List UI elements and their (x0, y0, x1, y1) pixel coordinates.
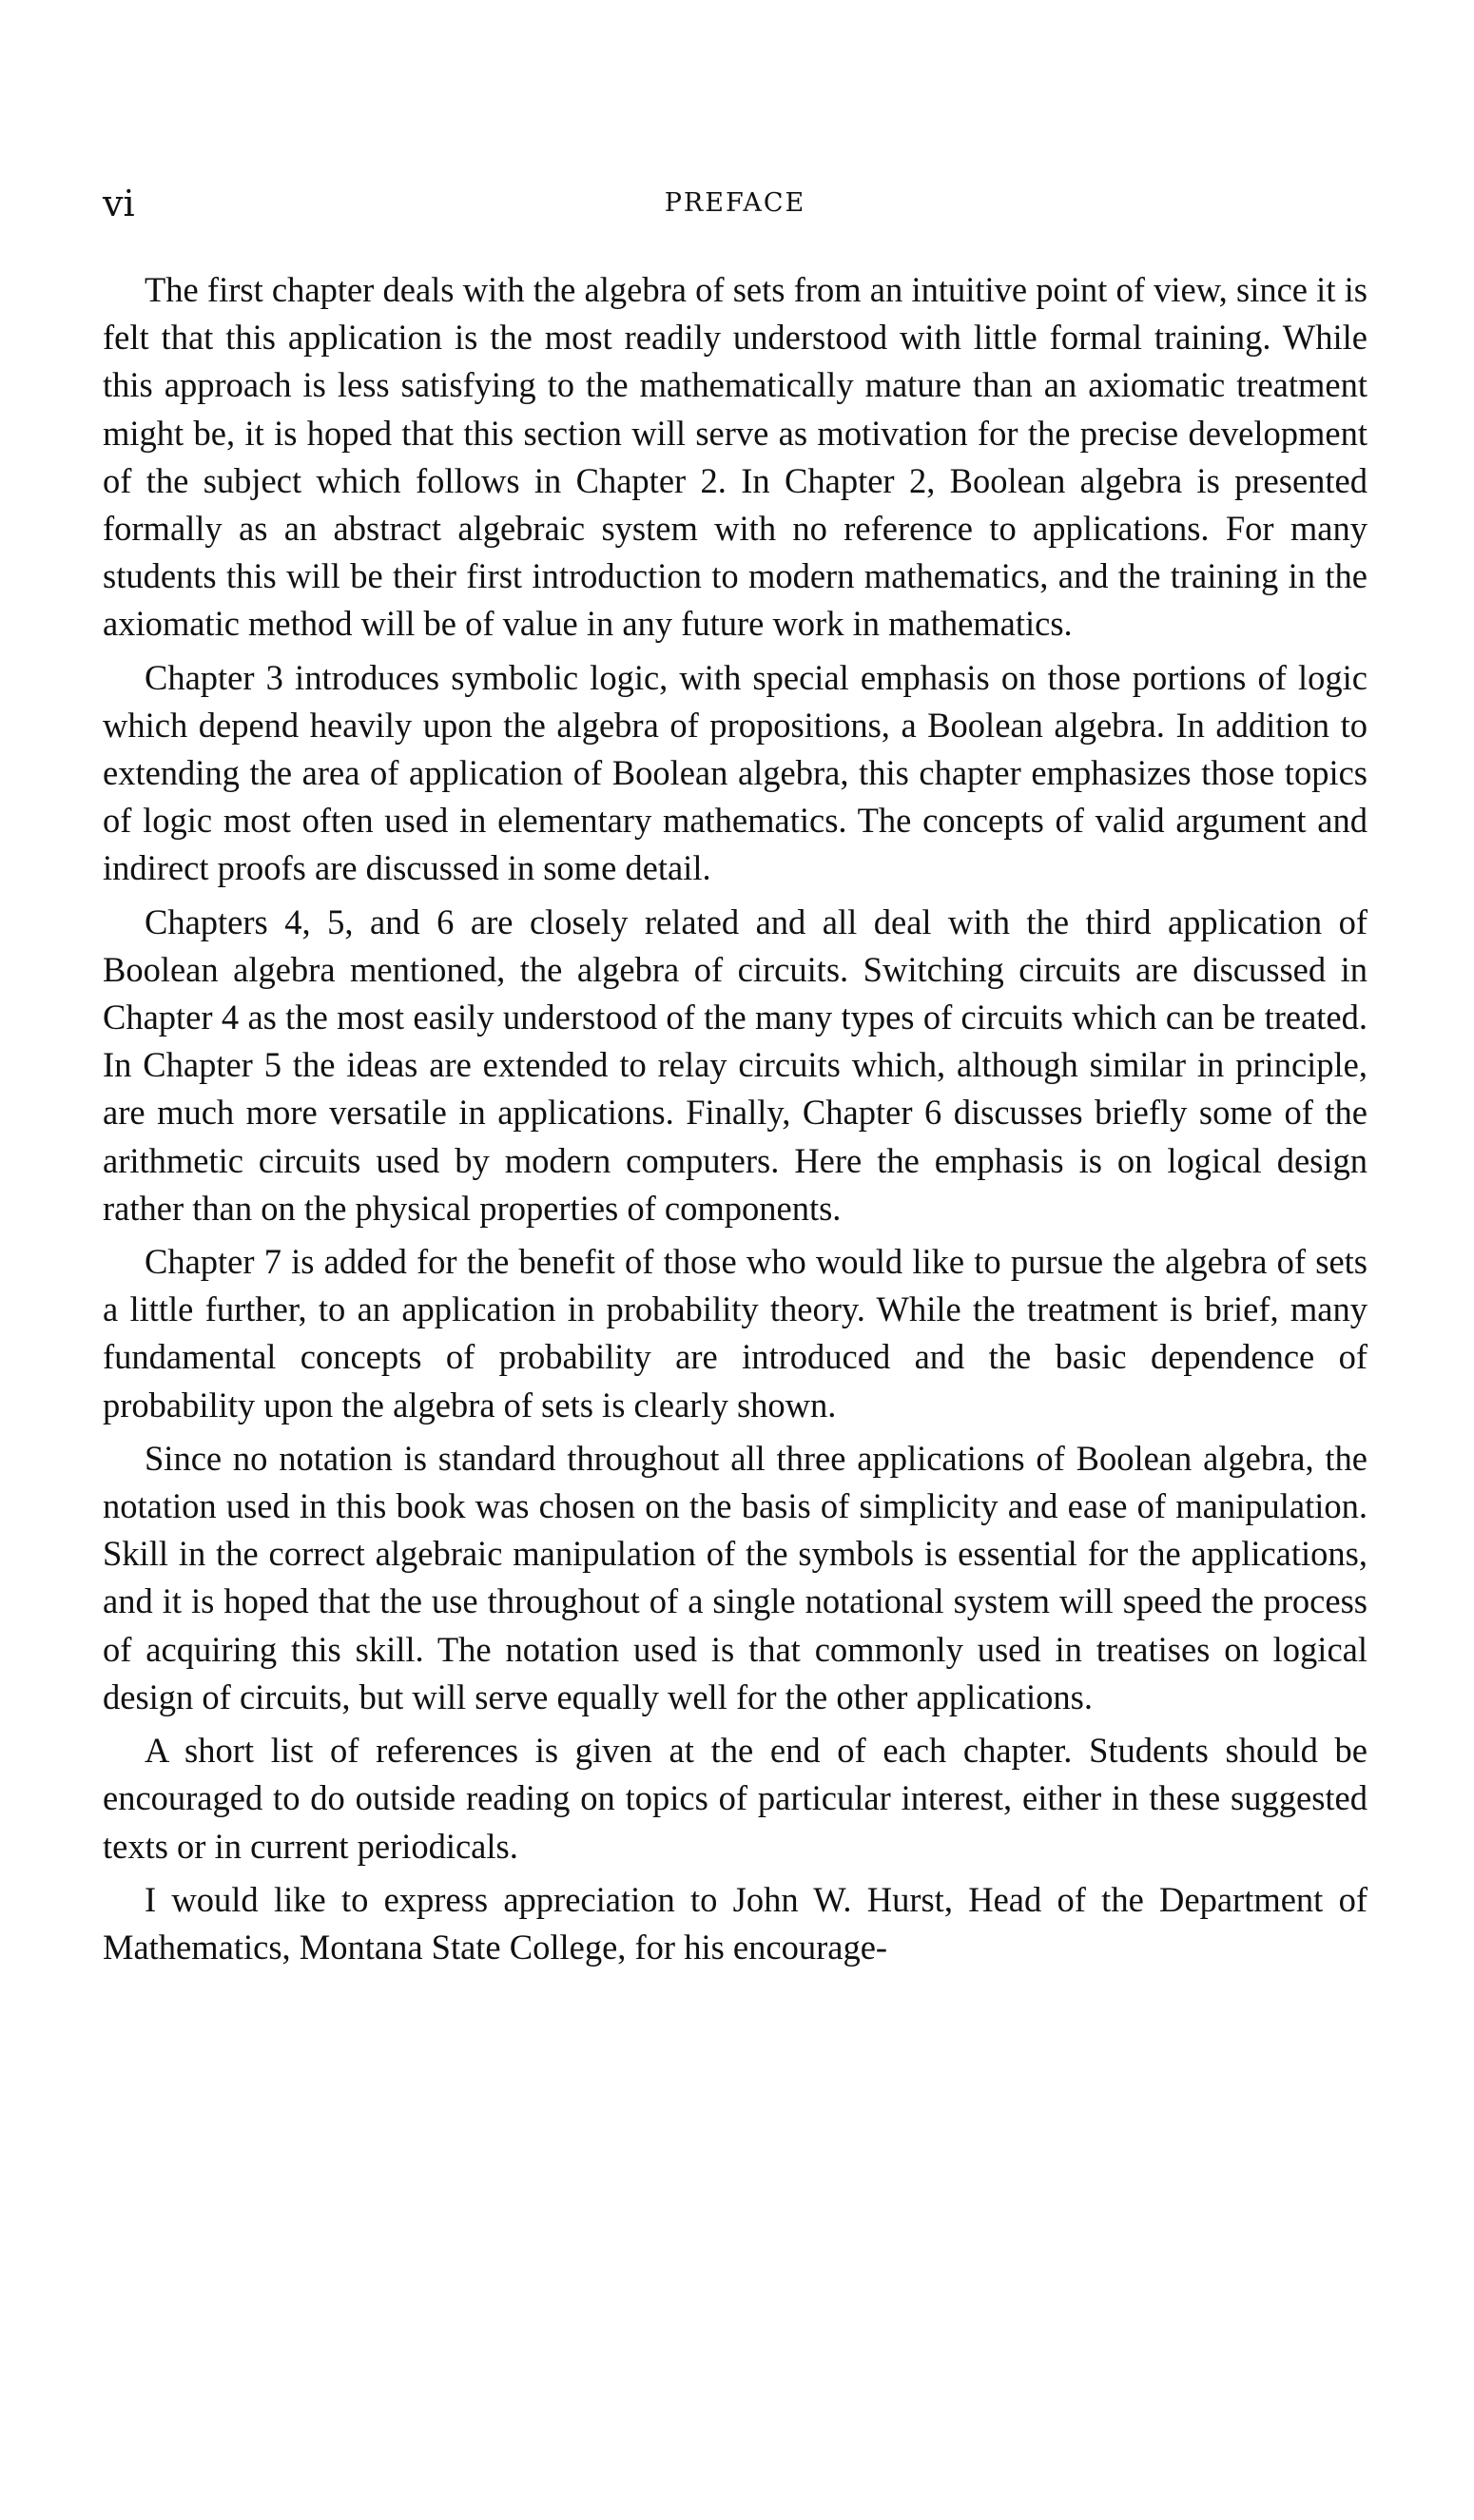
running-title: PREFACE (664, 188, 806, 218)
page-number: vi (103, 183, 135, 224)
paragraph-chapter-seven: Chapter 7 is added for the benefit of those who would like to pursue the algebra of sets a little further, to an application in probability theory. While the treatment is brief, many fundamental concepts of probability are introduced and the basic dependence of probability upon the algebra of sets is clearly shown. (103, 1242, 1367, 1425)
running-head (103, 179, 1367, 228)
paragraph-chapters-four-to-six: Chapters 4, 5, and 6 are closely related and all deal with the third application of Boolean algebra mentioned, the algebra of circuits. Switching circuits are discussed in Chapter 4 as the most easily understood of the many types of circuits which can be treated. In Chapter 5 the ideas are extended to relay circuits which, although similar in principle, are much more versatile in applications. Finally, Chapter 6 discusses briefly some of the arithmetic circuits used by modern computers. Here the emphasis is on logical design rather than on the physical properties of components. (103, 901, 1367, 1228)
paragraph-chapter-three: Chapter 3 introduces symbolic logic, with special emphasis on those portions of logic which depend heavily upon the algebra of propositions, a Boolean algebra. In addition to extending the area of application of Boolean algebra, this chapter emphasizes those topics of logic most often used in elementary mathematics. The concepts of valid argument and indirect proofs are discussed in some detail. (103, 657, 1367, 888)
paragraph-acknowledgment: I would like to express appreciation to John W. Hurst, Head of the Department of Mathematics, Montana State College, for his encourage- (103, 1879, 1367, 1967)
paragraph-chapter-one: The first chapter deals with the algebra of sets from an intuitive point of view, since it is felt that this application is the most readily understood with little formal training. While this approach is less satisfying to the mathematically mature than an axiomatic treatment might be, it is hoped that this section will serve as motivation for the precise development of the subject which follows in Chapter 2. In Chapter 2, Boolean algebra is presented formally as an abstract algebraic system with no reference to applications. For many students this will be their first introduction to modern mathematics, and the training in the axiomatic method will be of value in any future work in mathematics. (103, 270, 1367, 644)
preface-body (103, 266, 1367, 1977)
paragraph-notation: Since no notation is standard throughout all three applications of Boolean algebra, the notation used in this book was chosen on the basis of simplicity and ease of manipulation. Skill in the correct algebraic manipulation of the symbols is essential for the applications, and it is hoped that the use throughout of a single notational system will speed the process of acquiring this skill. The notation used is that commonly used in treatises on logical design of circuits, but will serve equally well for the other applications. (103, 1438, 1367, 1716)
paragraph-references: A short list of references is given at the end of each chapter. Students should be encouraged to do outside reading on topics of particular interest, either in these suggested texts or in current periodicals. (103, 1731, 1367, 1866)
